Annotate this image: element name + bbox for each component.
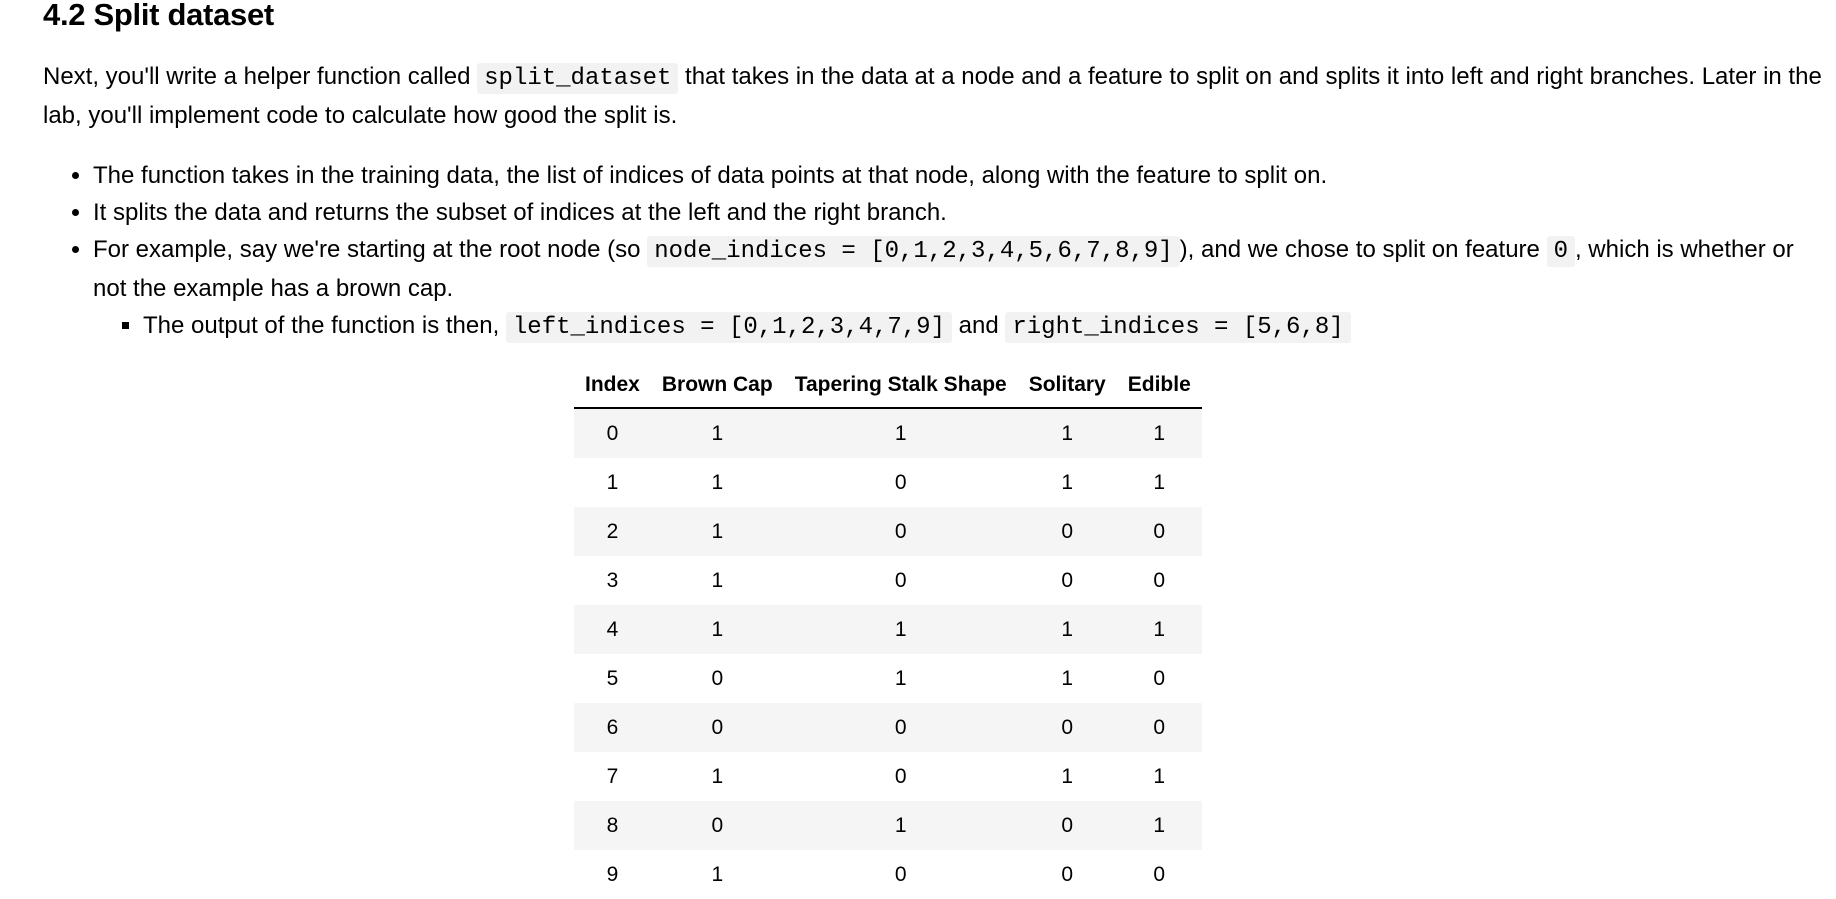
mushroom-table-container	[574, 362, 1202, 899]
cell-index: 4	[574, 605, 651, 654]
table-row	[574, 752, 1202, 801]
cell-brown-cap: 1	[651, 458, 784, 507]
sub-bullet-output	[143, 307, 1823, 346]
output-text-2: and	[951, 312, 1006, 339]
example-text-3: , which is whether or not the example has a brown cap.	[93, 236, 1794, 302]
cell-edible: 0	[1117, 654, 1202, 703]
cell-index: 7	[574, 752, 651, 801]
cell-solitary: 0	[1018, 801, 1117, 850]
code-split-dataset: split_dataset	[477, 63, 678, 94]
table-row	[574, 654, 1202, 703]
cell-edible: 0	[1117, 556, 1202, 605]
table-row	[574, 850, 1202, 899]
output-text-1: The output of the function is then,	[143, 312, 506, 339]
cell-brown-cap: 1	[651, 605, 784, 654]
cell-tapering-stalk-shape: 0	[784, 752, 1018, 801]
sub-bullet-list	[93, 307, 1823, 346]
cell-tapering-stalk-shape: 1	[784, 605, 1018, 654]
cell-brown-cap: 1	[651, 752, 784, 801]
cell-solitary: 0	[1018, 507, 1117, 556]
cell-index: 5	[574, 654, 651, 703]
cell-index: 2	[574, 507, 651, 556]
header-tapering-stalk-shape: Tapering Stalk Shape	[784, 362, 1018, 408]
bullet-item-splits-data: • It splits the data and returns the subset of indices at the left and the right branch.	[93, 194, 1823, 231]
cell-index: 1	[574, 458, 651, 507]
table-row	[574, 703, 1202, 752]
bullet-item-example	[93, 231, 1823, 346]
header-solitary: Solitary	[1018, 362, 1117, 408]
example-text-2: ), and we chose to split on feature	[1179, 236, 1547, 263]
cell-brown-cap: 1	[651, 556, 784, 605]
code-feature-zero: 0	[1547, 236, 1575, 267]
cell-tapering-stalk-shape: 0	[784, 556, 1018, 605]
cell-edible: 1	[1117, 605, 1202, 654]
table-row	[574, 408, 1202, 458]
cell-edible: 0	[1117, 507, 1202, 556]
cell-index: 3	[574, 556, 651, 605]
cell-solitary: 1	[1018, 605, 1117, 654]
header-edible: Edible	[1117, 362, 1202, 408]
cell-edible: 1	[1117, 752, 1202, 801]
table-row	[574, 801, 1202, 850]
cell-edible: 1	[1117, 801, 1202, 850]
cell-edible: 0	[1117, 703, 1202, 752]
code-left-indices: left_indices = [0,1,2,3,4,7,9]	[506, 312, 952, 343]
table-row	[574, 605, 1202, 654]
cell-brown-cap: 0	[651, 801, 784, 850]
table-header-row	[574, 362, 1202, 408]
table-row	[574, 507, 1202, 556]
example-text-1: For example, say we're starting at the root node (so	[93, 236, 648, 263]
mushroom-data-table	[574, 362, 1202, 899]
code-right-indices: right_indices = [5,6,8]	[1005, 312, 1350, 343]
cell-brown-cap: 1	[651, 507, 784, 556]
cell-solitary: 0	[1018, 556, 1117, 605]
cell-tapering-stalk-shape: 1	[784, 408, 1018, 458]
cell-index: 9	[574, 850, 651, 899]
cell-brown-cap: 0	[651, 703, 784, 752]
cell-edible: 1	[1117, 408, 1202, 458]
cell-tapering-stalk-shape: 0	[784, 850, 1018, 899]
cell-solitary: 1	[1018, 752, 1117, 801]
cell-tapering-stalk-shape: 0	[784, 507, 1018, 556]
cell-brown-cap: 0	[651, 654, 784, 703]
cell-solitary: 0	[1018, 703, 1117, 752]
intro-text-2: that takes in the data at a node and a feature to split on and splits it into left and right branches. Later in the lab, you'll implement code to calculate how good the split is.	[43, 63, 1822, 129]
cell-brown-cap: 1	[651, 850, 784, 899]
cell-tapering-stalk-shape: 0	[784, 703, 1018, 752]
table-row	[574, 458, 1202, 507]
cell-edible: 1	[1117, 458, 1202, 507]
cell-solitary: 1	[1018, 408, 1117, 458]
cell-solitary: 1	[1018, 458, 1117, 507]
notebook-markdown-cell	[43, 0, 1823, 346]
cell-index: 6	[574, 703, 651, 752]
header-brown-cap: Brown Cap	[651, 362, 784, 408]
intro-paragraph	[43, 58, 1823, 134]
intro-text-1: Next, you'll write a helper function called	[43, 63, 478, 90]
cell-tapering-stalk-shape: 1	[784, 654, 1018, 703]
cell-tapering-stalk-shape: 1	[784, 801, 1018, 850]
section-heading: 4.2 Split dataset	[43, 0, 274, 32]
table-row	[574, 556, 1202, 605]
cell-index: 8	[574, 801, 651, 850]
code-node-indices: node_indices = [0,1,2,3,4,5,6,7,8,9]	[647, 236, 1179, 267]
cell-edible: 0	[1117, 850, 1202, 899]
cell-solitary: 0	[1018, 850, 1117, 899]
cell-brown-cap: 1	[651, 408, 784, 458]
header-index: Index	[574, 362, 651, 408]
cell-tapering-stalk-shape: 0	[784, 458, 1018, 507]
bullet-list	[43, 157, 1823, 346]
bullet-item-training-data: • The function takes in the training data, the list of indices of data points at that node, along with the feature to split on.	[93, 157, 1823, 194]
cell-index: 0	[574, 408, 651, 458]
cell-solitary: 1	[1018, 654, 1117, 703]
